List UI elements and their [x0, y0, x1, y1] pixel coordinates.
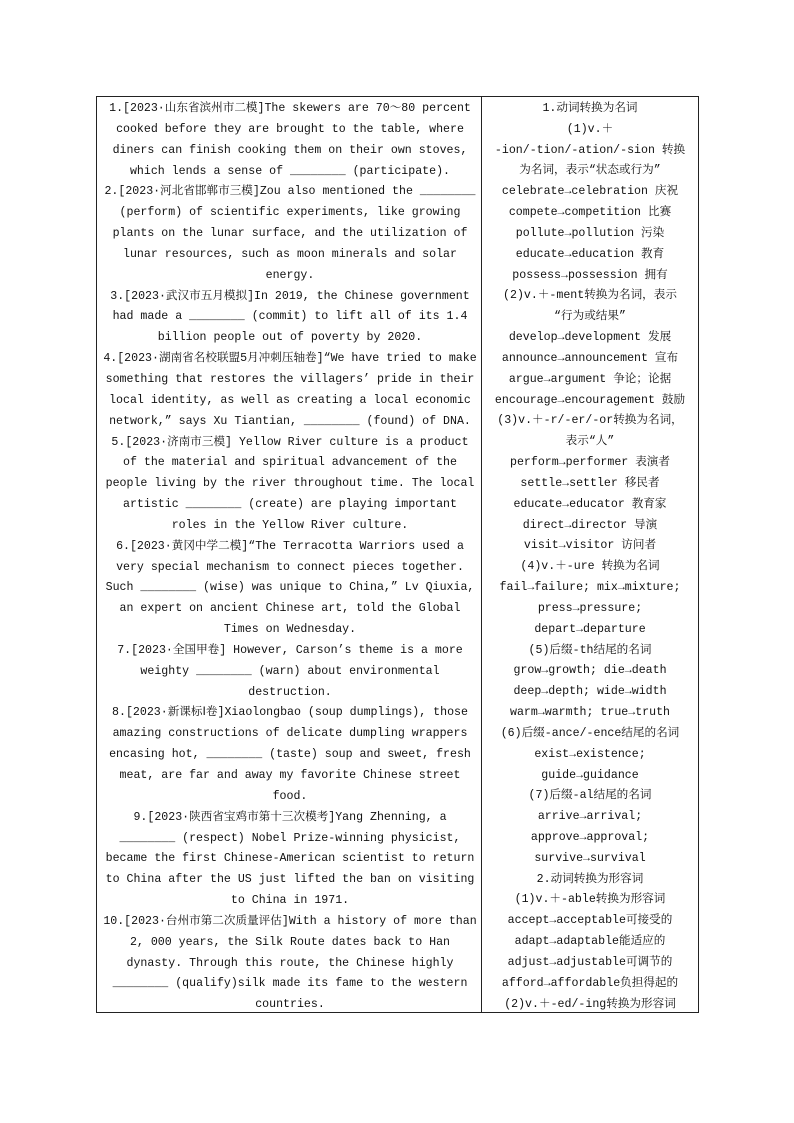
note-line: exist→existence;	[534, 747, 646, 761]
note-heading: 2.动词转换为形容词	[536, 872, 644, 886]
question-item: 10.[2023·台州市第二次质量评估]With a history of more than 2, 000 years, the Silk Route dates back to Han dynasty. Through this route, the Chinese highly ________ (qualify)silk made its fame to the western countries.	[103, 914, 477, 1012]
note-line: 为名词，表示“状态或行为”	[519, 164, 661, 178]
note-line: deep→depth; wide→width	[513, 685, 667, 699]
questions-column	[97, 97, 482, 1012]
note-heading: 1.动词转换为名词	[542, 102, 638, 115]
note-line: survive→survival	[534, 851, 646, 865]
note-line: afford→affordable负担得起的	[501, 976, 679, 990]
note-line: perform→performer 表演者	[509, 456, 670, 470]
note-line: warm→warmth; true→truth	[509, 706, 671, 720]
notes-column	[482, 97, 698, 1012]
note-line: educate→education 教育	[515, 247, 665, 261]
note-line: develop→development 发展	[508, 331, 672, 345]
note-line: approve→approval;	[530, 830, 650, 844]
note-line: adjust→adjustable可调节的	[507, 955, 673, 969]
note-line: “行为或结果”	[554, 310, 626, 324]
note-line: (3)v.＋-r/-er/-or转换为名词，	[497, 414, 683, 428]
note-line: depart→departure	[534, 622, 646, 636]
note-line: 表示“人”	[565, 435, 615, 449]
note-line: compete→competition 比赛	[508, 206, 672, 220]
question-item: 7.[2023·全国甲卷] However, Carson’s theme is a more weighty ________ (warn) about environmental destruction.	[117, 643, 463, 699]
note-line: pollute→pollution 污染	[515, 226, 665, 240]
note-line: (2)v.＋-ed/-ing转换为形容词	[504, 997, 676, 1011]
note-line: fail→failure; mix→mixture;	[499, 581, 681, 595]
question-item: 4.[2023·湖南省名校联盟5月冲刺压轴卷]“We have tried to make something that restores the villagers’ pride in their local identity, as well as creating a local economic network,” says Xu Tiantian, ________ (found) of DNA.	[103, 352, 477, 428]
note-line: -ion/-tion/-ation/-sion 转换	[494, 143, 686, 157]
note-line: press→pressure;	[537, 601, 643, 615]
note-line: possess→possession 拥有	[512, 268, 668, 282]
note-line: celebrate→celebration 庆祝	[501, 185, 679, 199]
note-line: (4)v.＋-ure 转换为名词	[520, 560, 660, 574]
note-line: arrive→arrival;	[537, 810, 643, 824]
question-item: 3.[2023·武汉市五月模拟]In 2019, the Chinese government had made a ________ (commit) to lift all of its 1.4 billion people out of poverty by 2020.	[110, 289, 470, 345]
note-line: (2)v.＋-ment转换为名词，表示	[503, 289, 677, 303]
note-line: argue→argument 争论；论据	[508, 372, 672, 386]
note-line: visit→visitor 访问者	[523, 539, 657, 553]
note-line: guide→guidance	[541, 768, 639, 782]
note-line: (7)后缀-al结尾的名词	[528, 789, 652, 803]
exercise-table	[96, 96, 699, 1013]
note-line: (6)后缀-ance/-ence结尾的名词	[500, 726, 680, 740]
question-item: 6.[2023·黄冈中学二模]“The Terracotta Warriors used a very special mechanism to connect pieces together. Such ________ (wise) was unique to China,” Lv Qiuxia, an expert on ancient Chinese art, told the Global Times on Wednesday.	[105, 539, 475, 637]
note-line: adapt→adaptable能适应的	[514, 935, 666, 949]
note-line: educate→educator 教育家	[513, 497, 667, 511]
question-item: 8.[2023·新课标Ⅰ卷]Xiaolongbao (soup dumplings), those amazing constructions of delicate dumpling wrappers encasing hot, ________ (taste) soup and sweet, fresh meat, are far and away my favorite Chinese street food.	[109, 706, 471, 803]
question-item: 1.[2023·山东省滨州市二模]The skewers are 70～80 percent cooked before they are brought to the table, where diners can finish cooking them on their own stoves, which lends a sense of ________ (participate).	[109, 102, 471, 178]
note-line: encourage→encouragement 鼓励	[494, 393, 686, 407]
question-item: 2.[2023·河北省邯郸市三模]Zou also mentioned the ________ (perform) of scientific experiments, like growing plants on the lunar surface, and the utilization of lunar resources, such as moon minerals and solar energy.	[104, 185, 476, 282]
question-item: 9.[2023·陕西省宝鸡市第十三次模考]Yang Zhenning, a ________ (respect) Nobel Prize-winning physicist, became the first Chinese-American scientist to return to China after the US just lifted the ban on visiting to China in 1971.	[105, 810, 475, 908]
note-line: announce→announcement 宣布	[501, 351, 679, 365]
note-line: accept→acceptable可接受的	[507, 914, 673, 928]
note-line: (1)v.＋	[566, 122, 614, 136]
note-line: (1)v.＋-able转换为形容词	[514, 893, 666, 907]
note-line: (5)后缀-th结尾的名词	[528, 643, 652, 657]
question-item: 5.[2023·济南市三模] Yellow River culture is a product of the material and spiritual advancement of the people living by the river throughout time. The local artistic ________ (create) are playing important roles in the Yellow River culture.	[105, 435, 475, 532]
note-line: grow→growth; die→death	[513, 664, 667, 678]
note-line: settle→settler 移民者	[520, 476, 660, 490]
note-line: direct→director 导演	[522, 518, 658, 532]
